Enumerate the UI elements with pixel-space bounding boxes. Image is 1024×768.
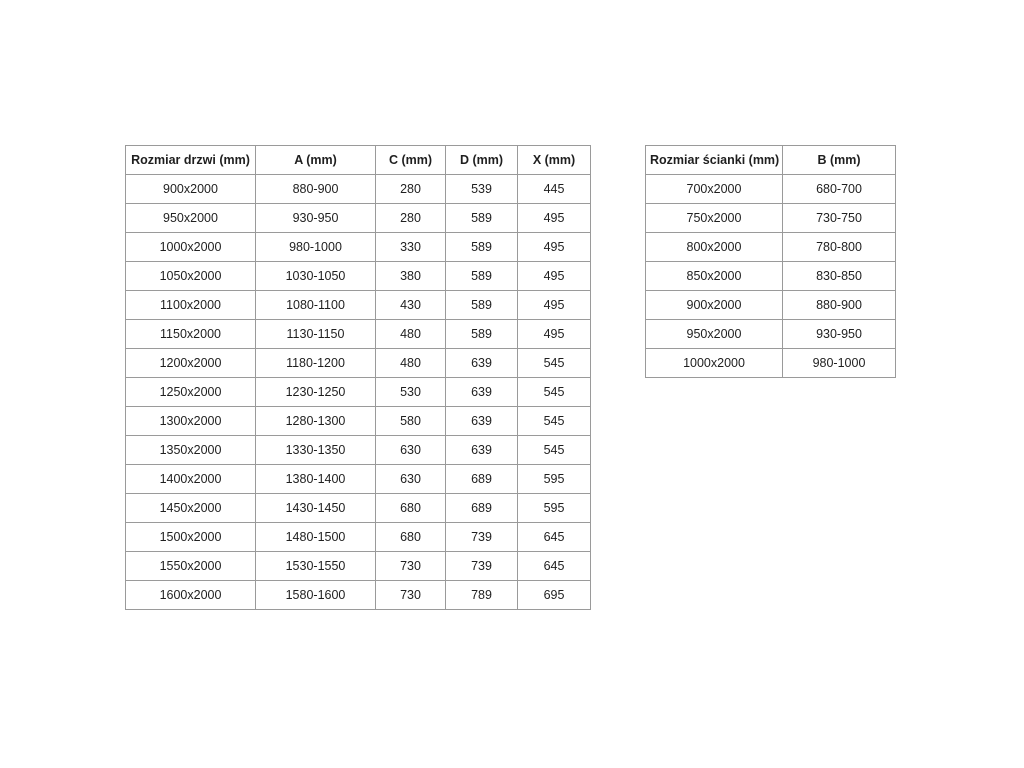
table-row — [646, 291, 896, 320]
table-cell: 680 — [376, 494, 446, 523]
table-cell: 589 — [446, 291, 518, 320]
door-sizes-table-body — [126, 175, 591, 610]
table-cell: 480 — [376, 320, 446, 349]
table-cell: 1000x2000 — [126, 233, 256, 262]
table-cell: 730 — [376, 581, 446, 610]
table-cell: 800x2000 — [646, 233, 783, 262]
table-cell: 495 — [518, 233, 591, 262]
table-row — [126, 436, 591, 465]
table-row — [126, 494, 591, 523]
table-row — [126, 552, 591, 581]
table-cell: 789 — [446, 581, 518, 610]
table-header-row — [646, 146, 896, 175]
table-header-row — [126, 146, 591, 175]
table-cell: 630 — [376, 436, 446, 465]
table-cell: 630 — [376, 465, 446, 494]
wall-sizes-table-body — [646, 175, 896, 378]
table-cell: 495 — [518, 262, 591, 291]
column-header-c: C (mm) — [376, 146, 446, 175]
column-header-rozmiar-scianki: Rozmiar ścianki (mm) — [646, 146, 783, 175]
table-cell: 480 — [376, 349, 446, 378]
table-cell: 930-950 — [256, 204, 376, 233]
table-cell: 639 — [446, 407, 518, 436]
table-cell: 700x2000 — [646, 175, 783, 204]
column-header-b: B (mm) — [783, 146, 896, 175]
table-cell: 645 — [518, 552, 591, 581]
table-cell: 739 — [446, 523, 518, 552]
table-cell: 1550x2000 — [126, 552, 256, 581]
table-cell: 689 — [446, 465, 518, 494]
table-cell: 495 — [518, 291, 591, 320]
table-row — [646, 349, 896, 378]
wall-sizes-table — [645, 145, 896, 378]
table-cell: 830-850 — [783, 262, 896, 291]
table-cell: 545 — [518, 436, 591, 465]
table-cell: 950x2000 — [646, 320, 783, 349]
table-cell: 1150x2000 — [126, 320, 256, 349]
table-cell: 1280-1300 — [256, 407, 376, 436]
table-cell: 1130-1150 — [256, 320, 376, 349]
table-cell: 545 — [518, 378, 591, 407]
table-row — [126, 175, 591, 204]
table-cell: 1180-1200 — [256, 349, 376, 378]
table-row — [126, 523, 591, 552]
table-cell: 280 — [376, 175, 446, 204]
table-cell: 280 — [376, 204, 446, 233]
table-cell: 1000x2000 — [646, 349, 783, 378]
table-cell: 1330-1350 — [256, 436, 376, 465]
table-cell: 1430-1450 — [256, 494, 376, 523]
table-cell: 900x2000 — [126, 175, 256, 204]
table-row — [646, 175, 896, 204]
table-cell: 730 — [376, 552, 446, 581]
table-cell: 430 — [376, 291, 446, 320]
door-sizes-table — [125, 145, 591, 610]
table-cell: 850x2000 — [646, 262, 783, 291]
table-cell: 950x2000 — [126, 204, 256, 233]
table-row — [126, 233, 591, 262]
table-row — [126, 378, 591, 407]
table-row — [126, 320, 591, 349]
table-cell: 495 — [518, 320, 591, 349]
table-cell: 1500x2000 — [126, 523, 256, 552]
table-cell: 1200x2000 — [126, 349, 256, 378]
table-cell: 1480-1500 — [256, 523, 376, 552]
table-row — [126, 465, 591, 494]
table-cell: 730-750 — [783, 204, 896, 233]
table-cell: 980-1000 — [256, 233, 376, 262]
table-cell: 380 — [376, 262, 446, 291]
table-cell: 900x2000 — [646, 291, 783, 320]
table-cell: 545 — [518, 349, 591, 378]
table-cell: 595 — [518, 465, 591, 494]
table-cell: 1300x2000 — [126, 407, 256, 436]
table-cell: 1350x2000 — [126, 436, 256, 465]
table-cell: 880-900 — [783, 291, 896, 320]
table-cell: 639 — [446, 378, 518, 407]
table-cell: 1050x2000 — [126, 262, 256, 291]
table-cell: 930-950 — [783, 320, 896, 349]
column-header-rozmiar-drzwi: Rozmiar drzwi (mm) — [126, 146, 256, 175]
table-cell: 1250x2000 — [126, 378, 256, 407]
table-cell: 1030-1050 — [256, 262, 376, 291]
table-cell: 545 — [518, 407, 591, 436]
table-cell: 445 — [518, 175, 591, 204]
table-cell: 589 — [446, 233, 518, 262]
table-cell: 739 — [446, 552, 518, 581]
table-cell: 1100x2000 — [126, 291, 256, 320]
column-header-x: X (mm) — [518, 146, 591, 175]
table-cell: 1530-1550 — [256, 552, 376, 581]
table-cell: 589 — [446, 262, 518, 291]
table-cell: 980-1000 — [783, 349, 896, 378]
column-header-d: D (mm) — [446, 146, 518, 175]
table-row — [126, 349, 591, 378]
table-cell: 750x2000 — [646, 204, 783, 233]
table-cell: 330 — [376, 233, 446, 262]
table-cell: 595 — [518, 494, 591, 523]
table-cell: 780-800 — [783, 233, 896, 262]
table-cell: 495 — [518, 204, 591, 233]
table-cell: 680-700 — [783, 175, 896, 204]
table-cell: 1380-1400 — [256, 465, 376, 494]
table-cell: 589 — [446, 204, 518, 233]
table-cell: 539 — [446, 175, 518, 204]
table-cell: 580 — [376, 407, 446, 436]
table-row — [126, 291, 591, 320]
table-cell: 639 — [446, 349, 518, 378]
table-cell: 689 — [446, 494, 518, 523]
table-cell: 880-900 — [256, 175, 376, 204]
table-cell: 1080-1100 — [256, 291, 376, 320]
table-cell: 680 — [376, 523, 446, 552]
table-row — [126, 204, 591, 233]
table-row — [646, 204, 896, 233]
table-row — [646, 233, 896, 262]
table-row — [646, 320, 896, 349]
table-cell: 1580-1600 — [256, 581, 376, 610]
table-cell: 1230-1250 — [256, 378, 376, 407]
table-cell: 1600x2000 — [126, 581, 256, 610]
table-cell: 589 — [446, 320, 518, 349]
table-cell: 1450x2000 — [126, 494, 256, 523]
column-header-a: A (mm) — [256, 146, 376, 175]
table-row — [126, 581, 591, 610]
table-row — [646, 262, 896, 291]
table-cell: 645 — [518, 523, 591, 552]
table-cell: 695 — [518, 581, 591, 610]
table-row — [126, 407, 591, 436]
table-cell: 1400x2000 — [126, 465, 256, 494]
table-cell: 530 — [376, 378, 446, 407]
table-row — [126, 262, 591, 291]
table-cell: 639 — [446, 436, 518, 465]
